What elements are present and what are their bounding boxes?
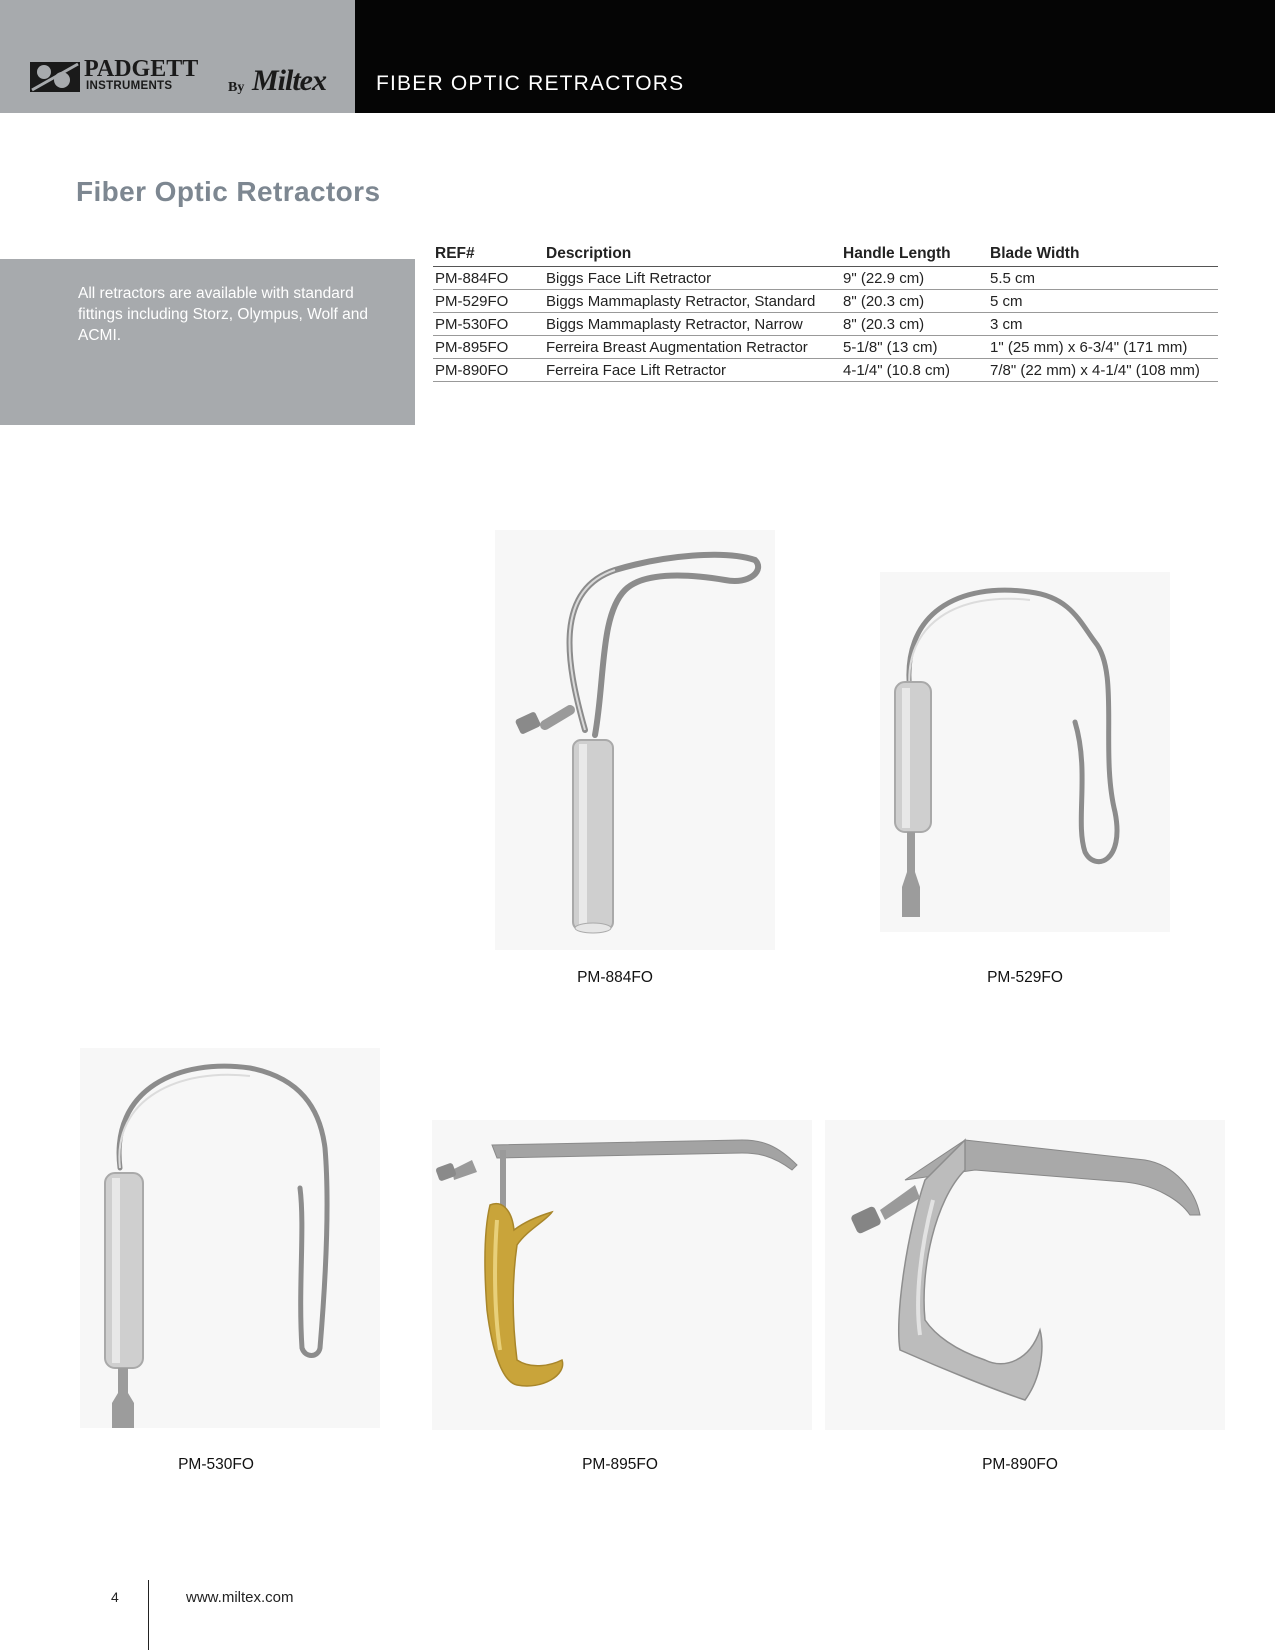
cell-handle-length: 8" (20.3 cm) <box>841 313 988 336</box>
table-row <box>433 313 1218 336</box>
cell-description: Biggs Face Lift Retractor <box>544 267 841 290</box>
footer-divider <box>148 1580 149 1650</box>
product-image-pm-895fo <box>432 1120 812 1430</box>
table-row <box>433 359 1218 382</box>
spec-table <box>433 243 1218 382</box>
cell-blade-width: 5.5 cm <box>988 267 1218 290</box>
page-number: 4 <box>111 1589 119 1605</box>
column-header-handle-length: Handle Length <box>841 243 988 267</box>
caption-pm-530fo: PM-530FO <box>178 1456 254 1473</box>
column-header-ref: REF# <box>433 243 544 267</box>
table-row <box>433 336 1218 359</box>
table-header-row <box>433 243 1218 267</box>
brand-instruments: INSTRUMENTS <box>86 80 173 92</box>
caption-pm-529fo: PM-529FO <box>987 969 1063 986</box>
cell-ref: PM-890FO <box>433 359 544 382</box>
brand-miltex: Miltex <box>252 64 326 97</box>
header-brand-panel <box>0 0 355 113</box>
cell-handle-length: 8" (20.3 cm) <box>841 290 988 313</box>
brand-by: By <box>228 80 245 95</box>
table-row <box>433 290 1218 313</box>
cell-description: Ferreira Face Lift Retractor <box>544 359 841 382</box>
caption-pm-884fo: PM-884FO <box>577 969 653 986</box>
retractor-pm-895fo-icon <box>432 1120 812 1430</box>
product-image-pm-890fo <box>825 1120 1225 1430</box>
brand-padgett: PADGETT <box>84 56 199 82</box>
product-image-pm-884fo <box>495 530 775 950</box>
caption-pm-895fo: PM-895FO <box>582 1456 658 1473</box>
retractor-pm-884fo-icon <box>495 530 775 950</box>
header-title-bar <box>355 0 1275 113</box>
padgett-miltex-logo <box>30 58 335 98</box>
cell-ref: PM-529FO <box>433 290 544 313</box>
product-image-pm-530fo <box>80 1048 380 1428</box>
cell-handle-length: 5-1/8" (13 cm) <box>841 336 988 359</box>
cell-blade-width: 3 cm <box>988 313 1218 336</box>
fittings-note: All retractors are available with standard fittings including Storz, Olympus, Wolf and ACMI. <box>78 285 369 344</box>
cell-description: Biggs Mammaplasty Retractor, Narrow <box>544 313 841 336</box>
cell-handle-length: 4-1/4" (10.8 cm) <box>841 359 988 382</box>
retractor-pm-890fo-icon <box>825 1120 1225 1430</box>
cell-description: Biggs Mammaplasty Retractor, Standard <box>544 290 841 313</box>
section-title: FIBER OPTIC RETRACTORS <box>376 72 685 95</box>
padgett-logo-mark-icon <box>30 60 82 94</box>
cell-blade-width: 1" (25 mm) x 6-3/4" (171 mm) <box>988 336 1218 359</box>
footer-website-link[interactable]: www.miltex.com <box>186 1589 294 1606</box>
column-header-description: Description <box>544 243 841 267</box>
cell-ref: PM-530FO <box>433 313 544 336</box>
cell-blade-width: 5 cm <box>988 290 1218 313</box>
table-row <box>433 267 1218 290</box>
retractor-pm-529fo-icon <box>880 572 1170 932</box>
cell-blade-width: 7/8" (22 mm) x 4-1/4" (108 mm) <box>988 359 1218 382</box>
product-image-pm-529fo <box>880 572 1170 932</box>
cell-description: Ferreira Breast Augmentation Retractor <box>544 336 841 359</box>
page-title: Fiber Optic Retractors <box>76 176 381 207</box>
column-header-blade-width: Blade Width <box>988 243 1218 267</box>
caption-pm-890fo: PM-890FO <box>982 1456 1058 1473</box>
cell-ref: PM-895FO <box>433 336 544 359</box>
cell-handle-length: 9" (22.9 cm) <box>841 267 988 290</box>
cell-ref: PM-884FO <box>433 267 544 290</box>
retractor-pm-530fo-icon <box>80 1048 380 1428</box>
